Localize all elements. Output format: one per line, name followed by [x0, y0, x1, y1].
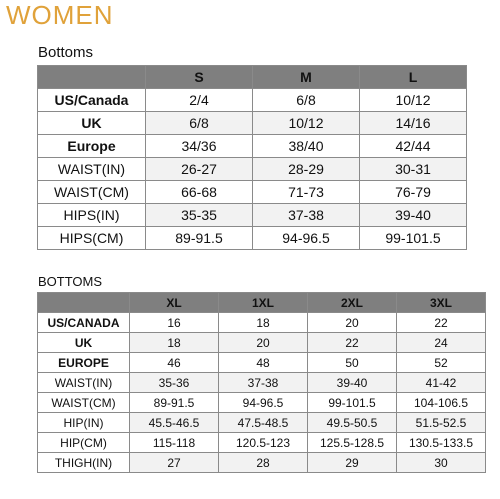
- column-header: XL: [130, 293, 219, 313]
- table-row: [38, 181, 467, 204]
- row-label: WAIST(IN): [38, 373, 130, 393]
- row-label: THIGH(IN): [38, 453, 130, 473]
- size-cell: 28: [219, 453, 308, 473]
- table-row: [38, 227, 467, 250]
- table-row: [38, 135, 467, 158]
- row-label: UK: [38, 333, 130, 353]
- size-cell: 20: [308, 313, 397, 333]
- size-cell: 71-73: [253, 181, 360, 204]
- size-cell: 120.5-123: [219, 433, 308, 453]
- size-cell: 46: [130, 353, 219, 373]
- size-cell: 39-40: [308, 373, 397, 393]
- table-header-row: [38, 293, 486, 313]
- size-cell: 22: [308, 333, 397, 353]
- column-header: M: [253, 66, 360, 89]
- column-header: 2XL: [308, 293, 397, 313]
- size-cell: 18: [130, 333, 219, 353]
- size-cell: 37-38: [219, 373, 308, 393]
- table-row: [38, 373, 486, 393]
- size-cell: 99-101.5: [360, 227, 467, 250]
- row-label: EUROPE: [38, 353, 130, 373]
- size-cell: 130.5-133.5: [397, 433, 486, 453]
- table-row: [38, 413, 486, 433]
- size-cell: 35-36: [130, 373, 219, 393]
- size-cell: 94-96.5: [219, 393, 308, 413]
- table-row: [38, 158, 467, 181]
- row-label: US/Canada: [38, 89, 146, 112]
- size-cell: 37-38: [253, 204, 360, 227]
- row-label: HIP(IN): [38, 413, 130, 433]
- size-cell: 104-106.5: [397, 393, 486, 413]
- size-cell: 30-31: [360, 158, 467, 181]
- size-cell: 18: [219, 313, 308, 333]
- size-cell: 34/36: [146, 135, 253, 158]
- row-label: WAIST(CM): [38, 181, 146, 204]
- row-label: WAIST(CM): [38, 393, 130, 413]
- size-cell: 76-79: [360, 181, 467, 204]
- table-row: [38, 353, 486, 373]
- size-cell: 42/44: [360, 135, 467, 158]
- column-header: 3XL: [397, 293, 486, 313]
- size-cell: 51.5-52.5: [397, 413, 486, 433]
- row-label: HIPS(CM): [38, 227, 146, 250]
- row-label: HIP(CM): [38, 433, 130, 453]
- size-cell: 41-42: [397, 373, 486, 393]
- page-title: WOMEN: [6, 0, 114, 30]
- size-cell: 10/12: [360, 89, 467, 112]
- table-row: [38, 393, 486, 413]
- table2-label: BOTTOMS: [38, 274, 103, 289]
- row-label: HIPS(IN): [38, 204, 146, 227]
- table-row: [38, 204, 467, 227]
- size-cell: 2/4: [146, 89, 253, 112]
- row-label: WAIST(IN): [38, 158, 146, 181]
- size-cell: 26-27: [146, 158, 253, 181]
- header-corner-cell: [38, 293, 130, 313]
- size-cell: 66-68: [146, 181, 253, 204]
- size-table-plus: [37, 292, 486, 473]
- size-cell: 52: [397, 353, 486, 373]
- size-cell: 24: [397, 333, 486, 353]
- size-cell: 39-40: [360, 204, 467, 227]
- table-row: [38, 453, 486, 473]
- size-cell: 48: [219, 353, 308, 373]
- column-header: 1XL: [219, 293, 308, 313]
- row-label: Europe: [38, 135, 146, 158]
- column-header: S: [146, 66, 253, 89]
- size-cell: 27: [130, 453, 219, 473]
- header-corner-cell: [38, 66, 146, 89]
- table-row: [38, 433, 486, 453]
- column-header: L: [360, 66, 467, 89]
- table-row: [38, 112, 467, 135]
- size-cell: 6/8: [253, 89, 360, 112]
- size-cell: 38/40: [253, 135, 360, 158]
- size-cell: 49.5-50.5: [308, 413, 397, 433]
- size-cell: 28-29: [253, 158, 360, 181]
- size-cell: 20: [219, 333, 308, 353]
- size-cell: 89-91.5: [130, 393, 219, 413]
- size-cell: 125.5-128.5: [308, 433, 397, 453]
- table-row: [38, 89, 467, 112]
- row-label: US/CANADA: [38, 313, 130, 333]
- size-cell: 29: [308, 453, 397, 473]
- table1-label: Bottoms: [38, 44, 94, 61]
- size-cell: 6/8: [146, 112, 253, 135]
- size-cell: 16: [130, 313, 219, 333]
- size-cell: 47.5-48.5: [219, 413, 308, 433]
- size-cell: 45.5-46.5: [130, 413, 219, 433]
- size-cell: 94-96.5: [253, 227, 360, 250]
- size-cell: 50: [308, 353, 397, 373]
- table-header-row: [38, 66, 467, 89]
- size-cell: 22: [397, 313, 486, 333]
- row-label: UK: [38, 112, 146, 135]
- size-cell: 115-118: [130, 433, 219, 453]
- size-table-small-large: [37, 65, 467, 250]
- size-cell: 30: [397, 453, 486, 473]
- table-row: [38, 333, 486, 353]
- table-row: [38, 313, 486, 333]
- size-cell: 10/12: [253, 112, 360, 135]
- size-cell: 14/16: [360, 112, 467, 135]
- size-cell: 89-91.5: [146, 227, 253, 250]
- size-cell: 35-35: [146, 204, 253, 227]
- size-cell: 99-101.5: [308, 393, 397, 413]
